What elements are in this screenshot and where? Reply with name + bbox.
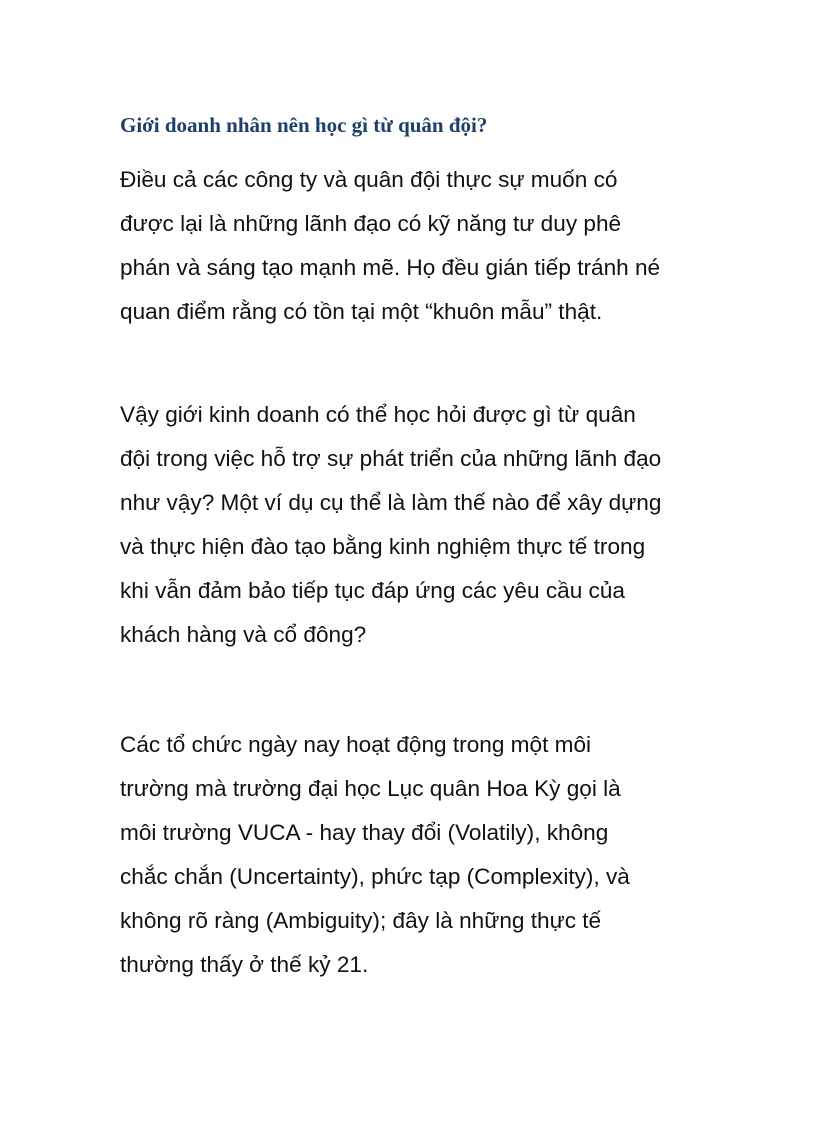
paragraph-line: phán và sáng tạo mạnh mẽ. Họ đều gián tiếp tránh né <box>120 255 661 280</box>
paragraph-1 <box>120 158 660 334</box>
paragraph-line: như vậy? Một ví dụ cụ thể là làm thế nào để xây dựng <box>120 490 662 515</box>
paragraph-line: khách hàng và cổ đông? <box>120 622 367 647</box>
paragraph-line: không rõ ràng (Ambiguity); đây là những thực tế <box>120 908 602 933</box>
section-heading: Giới doanh nhân nên học gì từ quân đội? <box>120 113 488 137</box>
paragraph-line: khi vẫn đảm bảo tiếp tục đáp ứng các yêu cầu của <box>120 578 625 603</box>
paragraph-line: Vậy giới kinh doanh có thể học hỏi được gì từ quân <box>120 402 636 427</box>
paragraph-line: chắc chắn (Uncertainty), phức tạp (Complexity), và <box>120 864 630 889</box>
paragraph-2 <box>120 393 661 657</box>
paragraph-line: thường thấy ở thế kỷ 21. <box>120 952 369 977</box>
paragraph-line: đội trong việc hỗ trợ sự phát triển của những lãnh đạo <box>120 446 662 471</box>
paragraph-line: được lại là những lãnh đạo có kỹ năng tư duy phê <box>120 211 622 236</box>
paragraph-line: môi trường VUCA - hay thay đổi (Volatily), không <box>120 820 609 845</box>
paragraph-line: trường mà trường đại học Lục quân Hoa Kỳ gọi là <box>120 776 621 801</box>
paragraph-line: và thực hiện đào tạo bằng kinh nghiệm thực tế trong <box>120 534 646 559</box>
paragraph-3 <box>120 723 630 987</box>
paragraph-line: Các tổ chức ngày nay hoạt động trong một môi <box>120 732 592 757</box>
paragraph-line: Điều cả các công ty và quân đội thực sự muốn có <box>120 167 618 192</box>
paragraph-line: quan điểm rằng có tồn tại một “khuôn mẫu” thật. <box>120 299 603 324</box>
